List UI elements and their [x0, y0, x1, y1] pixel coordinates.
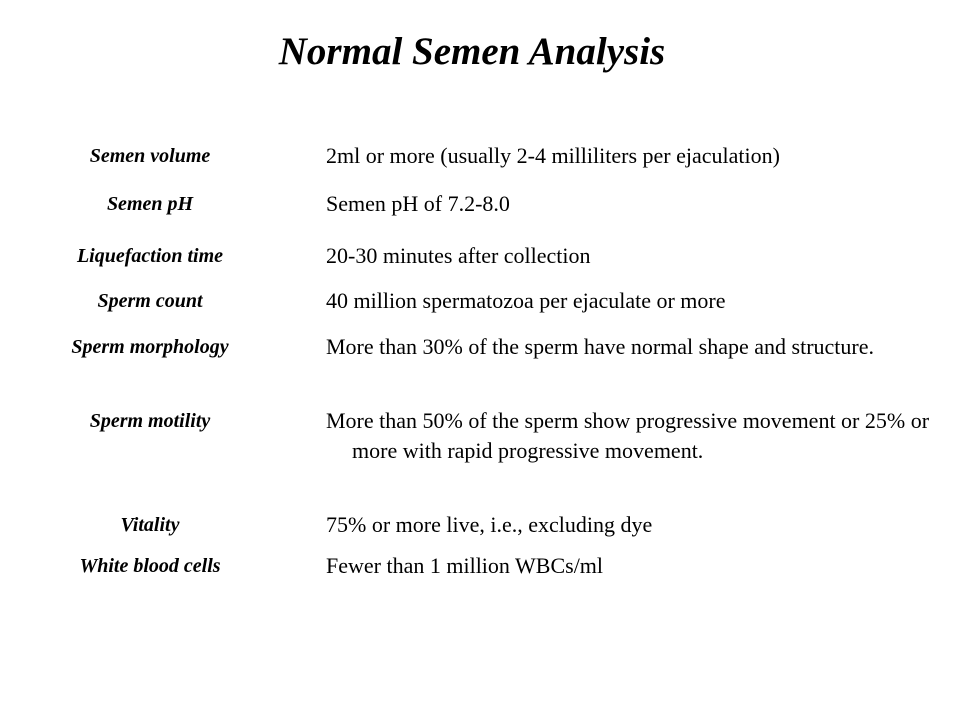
row-value: Semen pH of 7.2-8.0: [326, 191, 510, 216]
row-label: Sperm motility: [89, 410, 211, 432]
row-value: 75% or more live, i.e., excluding dye: [326, 512, 653, 537]
row-value: More than 50% of the sperm show progressive movement or 25% or more with rapid progressive movement.: [326, 408, 930, 463]
row-label: Semen volume: [89, 145, 211, 167]
slide-title: Normal Semen Analysis: [278, 30, 666, 73]
row-value: Fewer than 1 million WBCs/ml: [326, 553, 604, 578]
row-label: Semen pH: [106, 193, 194, 215]
row-label: Vitality: [120, 514, 180, 536]
row-label: Sperm morphology: [71, 336, 229, 358]
row-value: More than 30% of the sperm have normal shape and structure.: [326, 334, 874, 359]
row-value: 2ml or more (usually 2-4 milliliters per ejaculation): [326, 143, 780, 168]
row-label: White blood cells: [79, 555, 221, 577]
row-value: 20-30 minutes after collection: [326, 243, 591, 268]
row-value: 40 million spermatozoa per ejaculate or more: [326, 288, 726, 313]
row-label: Sperm count: [97, 290, 203, 312]
row-label: Liquefaction time: [76, 245, 224, 267]
